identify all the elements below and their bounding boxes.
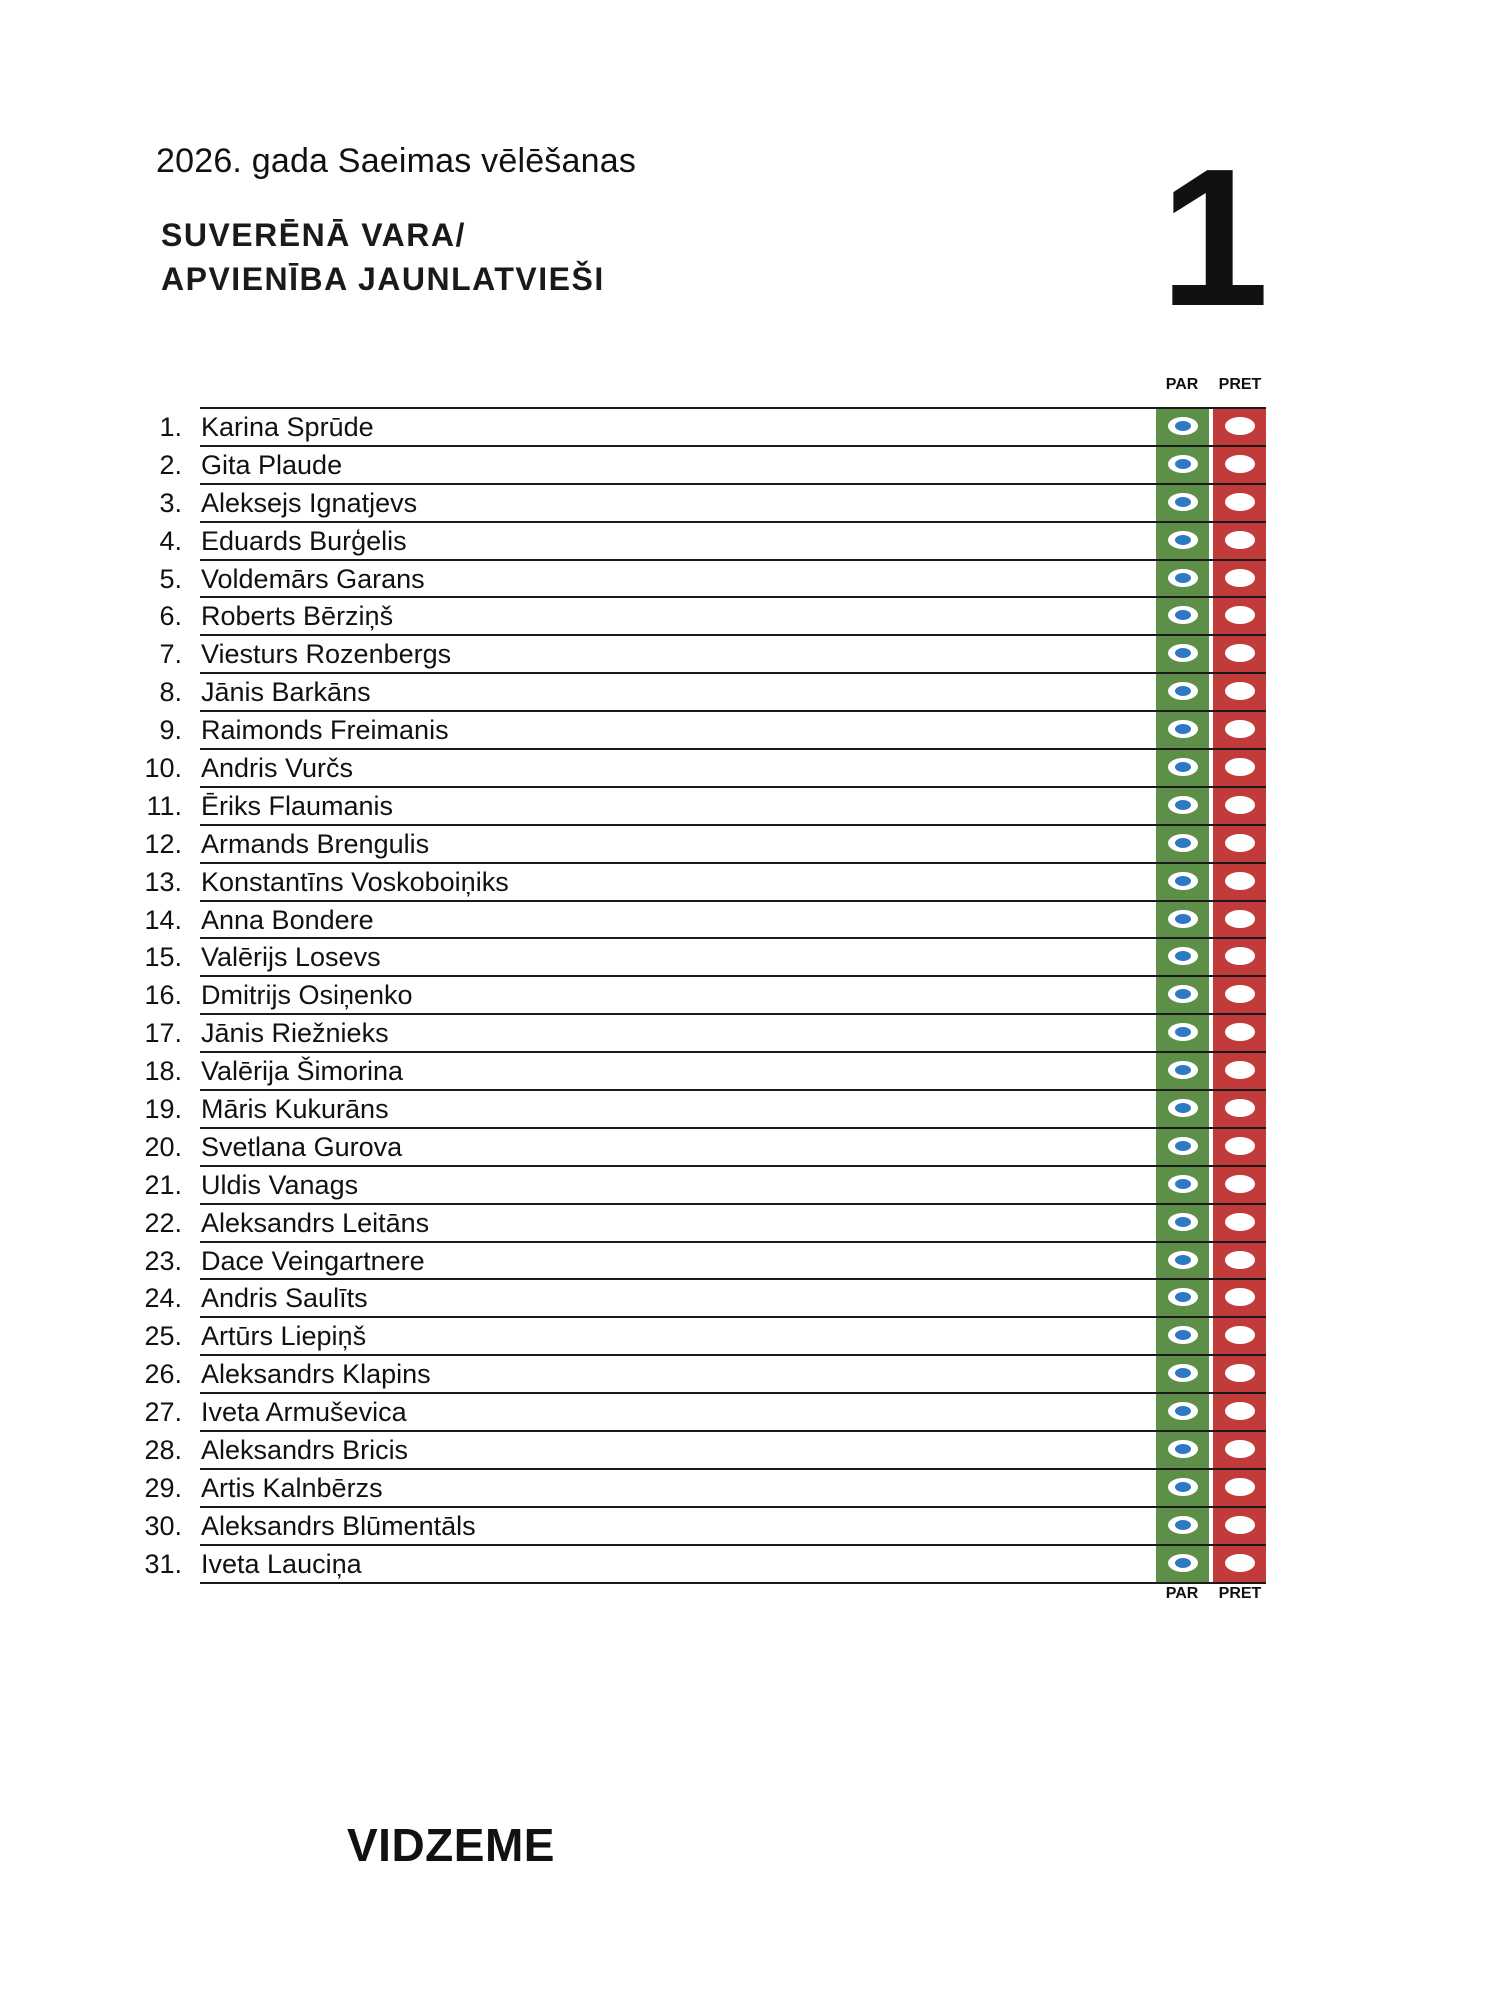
par-vote-box[interactable] xyxy=(1156,521,1209,559)
candidate-row xyxy=(0,483,1500,521)
par-vote-box[interactable] xyxy=(1156,1468,1209,1506)
par-mark-icon xyxy=(1175,1027,1191,1037)
row-rule xyxy=(200,710,1266,712)
candidate-name: Aleksandrs Bricis xyxy=(201,1435,409,1466)
candidate-row xyxy=(0,862,1500,900)
par-mark-icon xyxy=(1175,1065,1191,1075)
column-header-pret: PRET xyxy=(1218,376,1262,393)
row-rule xyxy=(200,1089,1266,1091)
candidate-number: 7. xyxy=(159,639,182,670)
par-oval-icon xyxy=(1168,1364,1198,1382)
pret-oval-icon xyxy=(1225,1478,1255,1496)
candidate-name: Iveta Lauciņa xyxy=(201,1548,362,1579)
pret-vote-box[interactable] xyxy=(1213,596,1266,634)
par-mark-icon xyxy=(1175,951,1191,961)
candidate-row xyxy=(0,559,1500,597)
par-vote-box[interactable] xyxy=(1156,710,1209,748)
row-rule xyxy=(200,1468,1266,1470)
par-mark-icon xyxy=(1175,876,1191,886)
row-rule xyxy=(200,1203,1266,1205)
pret-oval-icon xyxy=(1225,834,1255,852)
par-mark-icon xyxy=(1175,648,1191,658)
par-oval-icon xyxy=(1168,417,1198,435)
candidate-number: 8. xyxy=(159,677,182,708)
candidate-row xyxy=(0,937,1500,975)
par-oval-icon xyxy=(1168,834,1198,852)
candidate-name: Aleksejs Ignatjevs xyxy=(201,487,418,518)
par-oval-icon xyxy=(1168,1251,1198,1269)
par-vote-box[interactable] xyxy=(1156,1203,1209,1241)
par-oval-icon xyxy=(1168,682,1198,700)
candidate-name: Raimonds Freimanis xyxy=(201,715,449,746)
par-oval-icon xyxy=(1168,1402,1198,1420)
pret-oval-icon xyxy=(1225,1364,1255,1382)
candidate-name: Karina Sprūde xyxy=(201,412,374,442)
par-oval-icon xyxy=(1168,493,1198,511)
par-vote-box[interactable] xyxy=(1156,748,1209,786)
pret-vote-box[interactable] xyxy=(1213,1430,1266,1468)
candidate-row xyxy=(0,1165,1500,1203)
candidate-row xyxy=(0,1089,1500,1127)
par-mark-icon xyxy=(1175,1217,1191,1227)
candidate-row xyxy=(0,1278,1500,1316)
par-mark-icon xyxy=(1175,914,1191,924)
par-oval-icon xyxy=(1168,985,1198,1003)
par-mark-icon xyxy=(1175,800,1191,810)
par-oval-icon xyxy=(1168,796,1198,814)
candidate-number: 22. xyxy=(144,1207,182,1238)
row-rule xyxy=(200,596,1266,598)
row-rule xyxy=(200,937,1266,939)
row-rule xyxy=(200,862,1266,864)
candidate-name: Uldis Vanags xyxy=(201,1169,359,1200)
row-rule xyxy=(200,1354,1266,1356)
par-mark-icon xyxy=(1175,1406,1191,1416)
par-oval-icon xyxy=(1168,1288,1198,1306)
pret-oval-icon xyxy=(1225,1554,1255,1572)
par-vote-box[interactable] xyxy=(1156,824,1209,862)
pret-oval-icon xyxy=(1225,644,1255,662)
candidate-name: Andris Saulīts xyxy=(201,1283,368,1314)
candidate-row xyxy=(0,824,1500,862)
candidate-name: Voldemārs Garans xyxy=(201,563,425,594)
candidate-number: 25. xyxy=(144,1321,182,1352)
candidate-row xyxy=(0,900,1500,938)
par-oval-icon xyxy=(1168,947,1198,965)
candidate-name: Aleksandrs Klapins xyxy=(201,1359,431,1390)
candidate-name: Artis Kalnbērzs xyxy=(201,1472,383,1503)
row-rule xyxy=(200,559,1266,561)
candidate-name: Valērija Šimorina xyxy=(201,1056,404,1087)
row-rule xyxy=(200,1127,1266,1129)
par-mark-icon xyxy=(1175,686,1191,696)
par-oval-icon xyxy=(1168,872,1198,890)
par-mark-icon xyxy=(1175,724,1191,734)
row-rule xyxy=(200,748,1266,750)
pret-vote-box[interactable] xyxy=(1213,1544,1266,1582)
pret-oval-icon xyxy=(1225,1099,1255,1117)
par-mark-icon xyxy=(1175,1558,1191,1568)
pret-vote-box[interactable] xyxy=(1213,1241,1266,1279)
par-oval-icon xyxy=(1168,1554,1198,1572)
candidate-name: Viesturs Rozenbergs xyxy=(201,639,452,670)
candidate-name: Andris Vurčs xyxy=(201,753,354,784)
candidate-number: 10. xyxy=(144,753,182,784)
pret-oval-icon xyxy=(1225,1440,1255,1458)
column-header-par: PAR xyxy=(1165,376,1199,393)
pret-vote-box[interactable] xyxy=(1213,483,1266,521)
pret-vote-box[interactable] xyxy=(1213,824,1266,862)
candidate-row xyxy=(0,407,1500,445)
electoral-region: VIDZEME xyxy=(347,1819,555,1871)
column-footer-pret: PRET xyxy=(1218,1585,1262,1602)
pret-vote-box[interactable] xyxy=(1213,748,1266,786)
candidate-row xyxy=(0,975,1500,1013)
pret-oval-icon xyxy=(1225,947,1255,965)
par-mark-icon xyxy=(1175,1103,1191,1113)
pret-oval-icon xyxy=(1225,1516,1255,1534)
pret-oval-icon xyxy=(1225,1288,1255,1306)
row-rule xyxy=(200,1051,1266,1053)
par-mark-icon xyxy=(1175,610,1191,620)
par-vote-box[interactable] xyxy=(1156,483,1209,521)
pret-vote-box[interactable] xyxy=(1213,975,1266,1013)
par-oval-icon xyxy=(1168,1478,1198,1496)
candidate-row xyxy=(0,1354,1500,1392)
row-rule xyxy=(200,1278,1266,1280)
par-vote-box[interactable] xyxy=(1156,1506,1209,1544)
candidate-row xyxy=(0,596,1500,634)
par-oval-icon xyxy=(1168,531,1198,549)
candidate-number: 23. xyxy=(144,1245,182,1276)
candidate-row xyxy=(0,1051,1500,1089)
pret-oval-icon xyxy=(1225,1137,1255,1155)
par-mark-icon xyxy=(1175,1255,1191,1265)
par-oval-icon xyxy=(1168,1175,1198,1193)
pret-vote-box[interactable] xyxy=(1213,710,1266,748)
candidate-number: 26. xyxy=(144,1359,182,1390)
row-rule xyxy=(200,1013,1266,1015)
par-oval-icon xyxy=(1168,455,1198,473)
row-rule xyxy=(200,445,1266,447)
candidate-name: Aleksandrs Leitāns xyxy=(201,1207,430,1238)
candidate-name: Armands Brengulis xyxy=(201,828,430,859)
par-oval-icon xyxy=(1168,1023,1198,1041)
candidate-row xyxy=(0,1544,1500,1582)
row-rule xyxy=(200,634,1266,636)
par-mark-icon xyxy=(1175,497,1191,507)
par-mark-icon xyxy=(1175,1179,1191,1189)
par-mark-icon xyxy=(1175,1482,1191,1492)
candidate-row xyxy=(0,672,1500,710)
pret-oval-icon xyxy=(1225,1402,1255,1420)
pret-oval-icon xyxy=(1225,569,1255,587)
pret-vote-box[interactable] xyxy=(1213,521,1266,559)
candidate-name: Dace Veingartnere xyxy=(201,1245,425,1276)
candidate-number: 30. xyxy=(144,1510,182,1541)
candidate-row xyxy=(0,1468,1500,1506)
row-rule xyxy=(200,672,1266,674)
candidate-row xyxy=(0,445,1500,483)
candidate-row xyxy=(0,1241,1500,1279)
par-vote-box[interactable] xyxy=(1156,1354,1209,1392)
par-mark-icon xyxy=(1175,1368,1191,1378)
candidate-number: 27. xyxy=(144,1397,182,1428)
pret-vote-box[interactable] xyxy=(1213,634,1266,672)
row-rule xyxy=(200,1241,1266,1243)
candidate-number: 28. xyxy=(144,1435,182,1466)
pret-vote-box[interactable] xyxy=(1213,1354,1266,1392)
candidate-row xyxy=(0,1392,1500,1430)
pret-oval-icon xyxy=(1225,531,1255,549)
candidate-number: 14. xyxy=(144,904,182,935)
candidate-number: 4. xyxy=(159,525,182,556)
candidate-row xyxy=(0,748,1500,786)
candidate-name: Anna Bondere xyxy=(201,904,374,935)
candidate-row xyxy=(0,1430,1500,1468)
row-rule xyxy=(200,900,1266,902)
candidate-number: 24. xyxy=(144,1283,182,1314)
par-oval-icon xyxy=(1168,1061,1198,1079)
candidate-number: 1. xyxy=(159,412,182,442)
candidate-number: 19. xyxy=(144,1094,182,1125)
par-mark-icon xyxy=(1175,838,1191,848)
par-oval-icon xyxy=(1168,1440,1198,1458)
par-vote-box[interactable] xyxy=(1156,975,1209,1013)
candidate-number: 31. xyxy=(144,1548,182,1579)
par-mark-icon xyxy=(1175,573,1191,583)
pret-vote-box[interactable] xyxy=(1213,1089,1266,1127)
par-oval-icon xyxy=(1168,1516,1198,1534)
pret-oval-icon xyxy=(1225,1023,1255,1041)
ballot-title: 2026. gada Saeimas vēlēšanas xyxy=(156,142,637,180)
pret-oval-icon xyxy=(1225,1213,1255,1231)
par-mark-icon xyxy=(1175,762,1191,772)
par-mark-icon xyxy=(1175,989,1191,999)
pret-vote-box[interactable] xyxy=(1213,1506,1266,1544)
par-mark-icon xyxy=(1175,421,1191,431)
row-rule xyxy=(200,1506,1266,1508)
pret-oval-icon xyxy=(1225,985,1255,1003)
pret-oval-icon xyxy=(1225,682,1255,700)
candidate-number: 18. xyxy=(144,1056,182,1087)
par-vote-box[interactable] xyxy=(1156,1089,1209,1127)
candidate-number: 3. xyxy=(159,487,182,518)
pret-oval-icon xyxy=(1225,720,1255,738)
candidate-number: 12. xyxy=(144,828,182,859)
pret-vote-box[interactable] xyxy=(1213,1278,1266,1316)
pret-oval-icon xyxy=(1225,1251,1255,1269)
candidate-number: 15. xyxy=(144,942,182,973)
pret-vote-box[interactable] xyxy=(1213,900,1266,938)
pret-oval-icon xyxy=(1225,606,1255,624)
par-mark-icon xyxy=(1175,1141,1191,1151)
par-vote-box[interactable] xyxy=(1156,1013,1209,1051)
pret-vote-box[interactable] xyxy=(1213,559,1266,597)
pret-vote-box[interactable] xyxy=(1213,1165,1266,1203)
pret-oval-icon xyxy=(1225,796,1255,814)
candidate-name: Ēriks Flaumanis xyxy=(201,790,394,821)
candidate-name: Konstantīns Voskoboiņiks xyxy=(201,866,509,897)
pret-vote-box[interactable] xyxy=(1213,445,1266,483)
pret-vote-box[interactable] xyxy=(1213,937,1266,975)
par-vote-box[interactable] xyxy=(1156,596,1209,634)
pret-oval-icon xyxy=(1225,758,1255,776)
row-rule xyxy=(200,1430,1266,1432)
candidate-number: 13. xyxy=(144,866,182,897)
par-vote-box[interactable] xyxy=(1156,407,1209,445)
candidate-row xyxy=(0,1506,1500,1544)
column-footer-par: PAR xyxy=(1165,1585,1199,1602)
pret-oval-icon xyxy=(1225,455,1255,473)
candidate-name: Svetlana Gurova xyxy=(201,1131,403,1162)
row-rule xyxy=(200,975,1266,977)
par-vote-box[interactable] xyxy=(1156,1241,1209,1279)
pret-vote-box[interactable] xyxy=(1213,1013,1266,1051)
pret-vote-box[interactable] xyxy=(1213,1051,1266,1089)
candidate-row xyxy=(0,1127,1500,1165)
candidate-row xyxy=(0,521,1500,559)
pret-vote-box[interactable] xyxy=(1213,672,1266,710)
par-oval-icon xyxy=(1168,910,1198,928)
pret-vote-box[interactable] xyxy=(1213,1468,1266,1506)
candidate-name: Gita Plaude xyxy=(201,449,343,480)
par-vote-box[interactable] xyxy=(1156,1165,1209,1203)
pret-oval-icon xyxy=(1225,1326,1255,1344)
par-mark-icon xyxy=(1175,1330,1191,1340)
row-rule xyxy=(200,407,1266,409)
party-name xyxy=(161,213,605,301)
candidate-number: 21. xyxy=(144,1169,182,1200)
par-vote-box[interactable] xyxy=(1156,900,1209,938)
pret-vote-box[interactable] xyxy=(1213,786,1266,824)
par-oval-icon xyxy=(1168,720,1198,738)
par-vote-box[interactable] xyxy=(1156,1051,1209,1089)
par-mark-icon xyxy=(1175,1444,1191,1454)
par-mark-icon xyxy=(1175,535,1191,545)
par-vote-box[interactable] xyxy=(1156,634,1209,672)
candidate-row xyxy=(0,634,1500,672)
candidate-name: Roberts Bērziņš xyxy=(201,601,394,632)
pret-oval-icon xyxy=(1225,910,1255,928)
par-mark-icon xyxy=(1175,1520,1191,1530)
par-oval-icon xyxy=(1168,1213,1198,1231)
candidate-row xyxy=(0,786,1500,824)
par-vote-box[interactable] xyxy=(1156,672,1209,710)
pret-vote-box[interactable] xyxy=(1213,1203,1266,1241)
candidate-number: 9. xyxy=(159,715,182,746)
candidate-name: Dmitrijs Osiņenko xyxy=(201,980,413,1011)
row-rule xyxy=(200,786,1266,788)
par-mark-icon xyxy=(1175,459,1191,469)
row-rule xyxy=(200,1165,1266,1167)
list-bottom-rule xyxy=(200,1582,1266,1584)
par-vote-box[interactable] xyxy=(1156,937,1209,975)
candidate-name: Jānis Barkāns xyxy=(201,677,371,708)
candidate-number: 16. xyxy=(144,980,182,1011)
pret-vote-box[interactable] xyxy=(1213,1127,1266,1165)
par-vote-box[interactable] xyxy=(1156,1392,1209,1430)
candidate-name: Eduards Burģelis xyxy=(201,525,407,556)
candidate-name: Valērijs Losevs xyxy=(201,942,381,973)
candidate-list xyxy=(0,407,1500,1582)
par-oval-icon xyxy=(1168,1137,1198,1155)
candidate-name: Jānis Riežnieks xyxy=(201,1018,389,1049)
party-name-line-1: SUVERĒNĀ VARA/ xyxy=(161,217,466,253)
list-number: 1 xyxy=(1160,128,1270,347)
pret-oval-icon xyxy=(1225,1061,1255,1079)
party-name-line-2: APVIENĪBA JAUNLATVIEŠI xyxy=(161,261,605,297)
par-vote-box[interactable] xyxy=(1156,1127,1209,1165)
candidate-number: 17. xyxy=(144,1018,182,1049)
pret-vote-box[interactable] xyxy=(1213,1316,1266,1354)
candidate-row xyxy=(0,1316,1500,1354)
par-vote-box[interactable] xyxy=(1156,1316,1209,1354)
par-vote-box[interactable] xyxy=(1156,559,1209,597)
par-mark-icon xyxy=(1175,1292,1191,1302)
par-vote-box[interactable] xyxy=(1156,1430,1209,1468)
candidate-name: Māris Kukurāns xyxy=(201,1094,389,1125)
row-rule xyxy=(200,521,1266,523)
par-vote-box[interactable] xyxy=(1156,445,1209,483)
pret-oval-icon xyxy=(1225,417,1255,435)
candidate-row xyxy=(0,710,1500,748)
row-rule xyxy=(200,1316,1266,1318)
pret-oval-icon xyxy=(1225,493,1255,511)
par-oval-icon xyxy=(1168,569,1198,587)
candidate-name: Aleksandrs Blūmentāls xyxy=(201,1510,476,1541)
row-rule xyxy=(200,1544,1266,1546)
par-oval-icon xyxy=(1168,758,1198,776)
par-vote-box[interactable] xyxy=(1156,786,1209,824)
pret-vote-box[interactable] xyxy=(1213,862,1266,900)
par-vote-box[interactable] xyxy=(1156,1544,1209,1582)
candidate-number: 20. xyxy=(144,1131,182,1162)
candidate-row xyxy=(0,1203,1500,1241)
candidate-number: 6. xyxy=(159,601,182,632)
candidate-number: 2. xyxy=(159,449,182,480)
candidate-name: Iveta Armuševica xyxy=(201,1397,407,1428)
candidate-number: 29. xyxy=(144,1472,182,1503)
par-oval-icon xyxy=(1168,644,1198,662)
pret-oval-icon xyxy=(1225,1175,1255,1193)
pret-vote-box[interactable] xyxy=(1213,407,1266,445)
pret-oval-icon xyxy=(1225,872,1255,890)
par-vote-box[interactable] xyxy=(1156,862,1209,900)
row-rule xyxy=(200,1392,1266,1394)
par-oval-icon xyxy=(1168,1099,1198,1117)
par-oval-icon xyxy=(1168,1326,1198,1344)
pret-vote-box[interactable] xyxy=(1213,1392,1266,1430)
row-rule xyxy=(200,824,1266,826)
candidate-row xyxy=(0,1013,1500,1051)
row-rule xyxy=(200,483,1266,485)
candidate-number: 11. xyxy=(146,790,182,821)
par-oval-icon xyxy=(1168,606,1198,624)
candidate-number: 5. xyxy=(159,563,182,594)
candidate-name: Artūrs Liepiņš xyxy=(201,1321,367,1352)
par-vote-box[interactable] xyxy=(1156,1278,1209,1316)
